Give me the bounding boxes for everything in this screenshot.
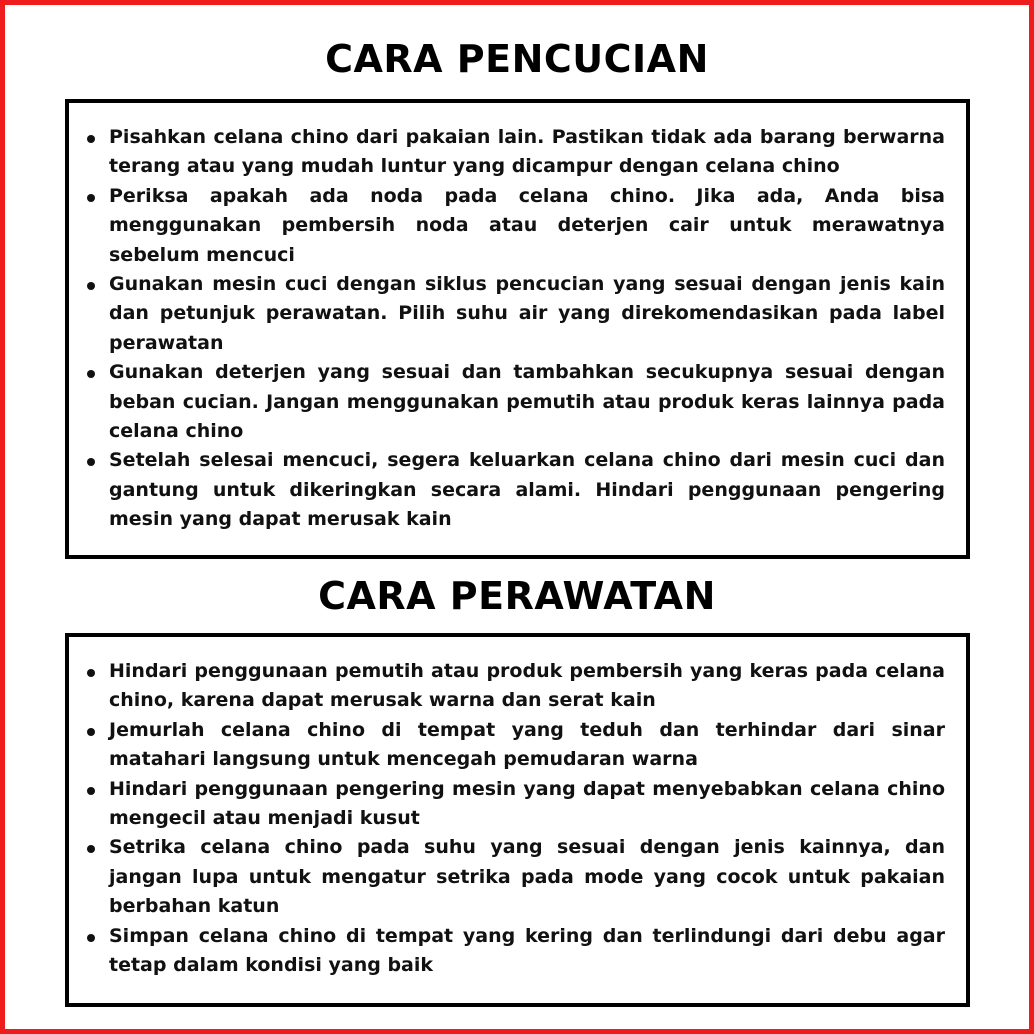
bullet-icon	[87, 194, 95, 202]
list-item	[109, 446, 945, 534]
list-item-text: Pisahkan celana chino dari pakaian lain. Pastikan tidak ada barang berwarna terang atau yang mudah luntur yang dicampur dengan celana chino	[109, 126, 945, 178]
bullet-icon	[87, 669, 95, 677]
list-item-text: Periksa apakah ada noda pada celana chino. Jika ada, Anda bisa menggunakan pembersih noda atau deterjen cair untuk merawatnya sebelum mencuci	[109, 184, 945, 266]
washing-instructions-box	[65, 99, 970, 559]
list-item	[109, 922, 945, 981]
list-item-text: Hindari penggunaan pemutih atau produk pembersih yang keras pada celana chino, karena dapat merusak warna dan serat kain	[109, 660, 945, 712]
list-item-text: Setelah selesai mencuci, segera keluarkan celana chino dari mesin cuci dan gantung untuk dikeringkan secara alami. Hindari penggunaan pengering mesin yang dapat merusak kain	[109, 449, 945, 531]
list-item-text: Simpan celana chino di tempat yang kering dan terlindungi dari debu agar tetap dalam kondisi yang baik	[109, 924, 945, 977]
list-item-text: Jemurlah celana chino di tempat yang teduh dan terhindar dari sinar matahari langsung untuk mencegah pemudaran warna	[109, 718, 945, 771]
bullet-icon	[87, 845, 95, 853]
list-item-text: Setrika celana chino pada suhu yang sesuai dengan jenis kainnya, dan jangan lupa untuk mengatur setrika pada mode yang cocok untuk pakaian berbahan katun	[109, 836, 945, 918]
bullet-icon	[87, 282, 95, 290]
list-item-text: Gunakan deterjen yang sesuai dan tambahkan secukupnya sesuai dengan beban cucian. Jangan menggunakan pemutih atau produk keras lainnya pada celana chino	[109, 361, 945, 443]
list-item-text: Gunakan mesin cuci dengan siklus pencucian yang sesuai dengan jenis kain dan petunjuk perawatan. Pilih suhu air yang direkomendasikan pada label perawatan	[109, 273, 945, 354]
list-item	[109, 833, 945, 921]
bullet-icon	[87, 458, 95, 466]
bullet-icon	[87, 370, 95, 378]
list-item	[109, 270, 945, 358]
list-item	[109, 775, 945, 834]
bullet-icon	[87, 135, 95, 143]
washing-instructions-list	[109, 123, 945, 535]
list-item	[109, 182, 945, 270]
list-item	[109, 358, 945, 446]
bullet-icon	[87, 728, 95, 736]
care-instructions-list	[109, 657, 945, 980]
bullet-icon	[87, 934, 95, 942]
care-instructions-box	[65, 633, 970, 1007]
list-item-text: Hindari penggunaan pengering mesin yang dapat menyebabkan celana chino mengecil atau menjadi kusut	[109, 777, 945, 830]
washing-section-title: CARA PENCUCIAN	[325, 37, 709, 81]
bullet-icon	[87, 787, 95, 795]
list-item	[109, 123, 945, 182]
care-section-title: CARA PERAWATAN	[318, 574, 716, 618]
list-item	[109, 716, 945, 775]
list-item	[109, 657, 945, 716]
